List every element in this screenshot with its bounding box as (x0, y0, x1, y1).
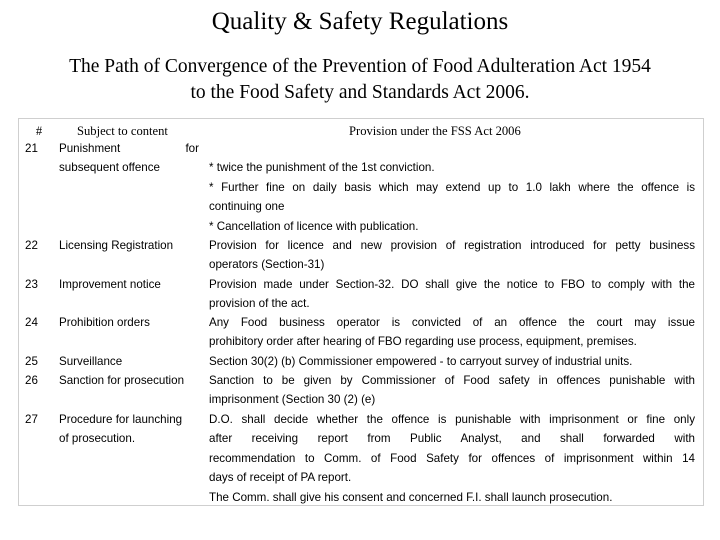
page-subtitle (8, 54, 712, 106)
row-21-provision-line-5: * Cancellation of licence with publication. (209, 219, 419, 233)
row-24-provision-line-2: prohibitory order after hearing of FBO regarding use process, equipment, premises. (209, 335, 637, 349)
row-23-subject-line-1: Improvement notice (59, 278, 161, 291)
row-26-subject-line-1: Sanction for prosecution (59, 374, 185, 387)
row-26-provision-line-2: imprisonment (Section 30 (2) (e) (209, 393, 376, 407)
row-21-number: 21 (25, 142, 38, 155)
row-21-provision-line-1 (209, 139, 695, 158)
header-number: # (35, 124, 43, 138)
row-23-provision-line-1: Provision made under Section-32. DO shall give the notice to FBO to comply with the (209, 278, 695, 291)
row-22-number: 22 (25, 239, 38, 252)
row-25-provision (209, 352, 695, 371)
row-22-subject-line-1: Licensing Registration (59, 239, 174, 252)
row-27-subject (59, 410, 199, 449)
row-21-subject (59, 139, 199, 178)
row-27-subject-line-1: Procedure for launching (59, 413, 183, 426)
row-21-provision-line-4: continuing one (209, 200, 285, 214)
row-24-subject-line-1: Prohibition orders (59, 316, 150, 329)
row-27-number: 27 (25, 413, 38, 426)
page-title: Quality & Safety Regulations (211, 8, 509, 35)
row-21-provision-line-2: * twice the punishment of the 1st conviction. (209, 161, 435, 175)
row-27-provision-line-1: D.O. shall decide whether the offence is punishable with imprisonment or fine only (209, 413, 695, 426)
row-22-provision (209, 236, 695, 275)
row-21-provision (209, 139, 695, 236)
header-provision: Provision under the FSS Act 2006 (349, 124, 521, 138)
row-25-provision-line-1: Section 30(2) (b) Commissioner empowered - to carryout survey of industrial units. (209, 355, 633, 368)
header-subject: Subject to content (77, 124, 168, 138)
row-22-provision-line-1: Provision for licence and new provision of registration introduced for petty business (209, 239, 695, 252)
row-21-provision-line-3: * Further fine on daily basis which may extend up to 1.0 lakh where the offence is (209, 180, 695, 194)
row-22-subject (59, 236, 199, 255)
row-27-provision-line-2: after receiving report from Public Analyst, and shall forwarded with (209, 432, 695, 446)
subtitle-line-1: The Path of Convergence of the Prevention of Food Adulteration Act 1954 (69, 56, 651, 77)
row-25-subject-line-1: Surveillance (59, 355, 123, 368)
row-23-provision-line-2: provision of the act. (209, 297, 310, 311)
row-27-provision-line-4: days of receipt of PA report. (209, 471, 352, 485)
row-26-provision-line-1: Sanction to be given by Commissioner of Food safety in offences punishable with (209, 374, 695, 387)
row-23-provision (209, 275, 695, 314)
row-27-provision (209, 410, 695, 507)
row-26-number: 26 (25, 374, 38, 387)
row-21-subject-line-2: subsequent offence (59, 161, 160, 175)
row-24-provision (209, 313, 695, 352)
row-23-number: 23 (25, 278, 38, 291)
row-24-provision-line-1: Any Food business operator is convicted of an offence the court may issue (209, 316, 695, 329)
row-25-number: 25 (25, 355, 38, 368)
row-23-subject (59, 275, 199, 294)
row-27-provision-line-3: recommendation to Comm. of Food Safety for offences of imprisonment within 14 (209, 451, 695, 465)
row-27-provision-line-5: The Comm. shall give his consent and concerned F.I. shall launch prosecution. (209, 490, 613, 504)
row-26-provision (209, 371, 695, 410)
row-27-subject-line-2: of prosecution. (59, 432, 136, 446)
subtitle-line-2: to the Food Safety and Standards Act 2006. (190, 82, 530, 103)
row-21-subject-line-1: Punishment for (59, 142, 199, 155)
row-25-subject (59, 352, 199, 371)
regulations-table (18, 118, 704, 506)
row-24-subject (59, 313, 199, 332)
row-26-subject (59, 371, 199, 390)
row-24-number: 24 (25, 316, 38, 329)
row-22-provision-line-2: operators (Section-31) (209, 258, 325, 272)
